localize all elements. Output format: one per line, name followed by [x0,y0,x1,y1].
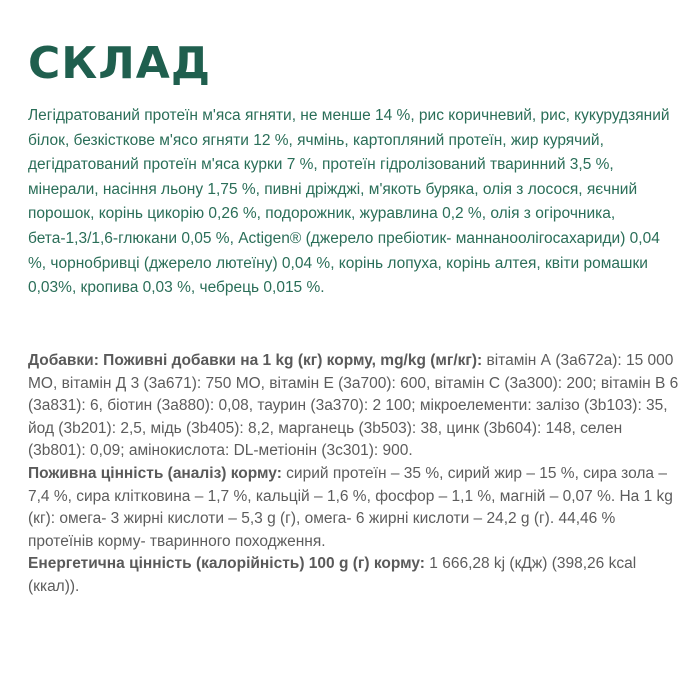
nutrition-label: Поживна цінність (аналіз) корму: [28,464,282,482]
additives-text: вітамін А (3a672a): 15 000 МО, вітамін Д 3 (3a671): 750 МО, вітамін Е (3a700): 600, вітамін С (3a300): 200; вітамін В 6 (3a831): 6, біотин (3a880): 0,08, таурин (3a370): 2 100; мікроелементи: залізо (3b103): 35, йод (3b201): 2,5, мідь (3b405): 8,2, марганець (3b503): 38, цинк (3b604): 148, селен (3b801): 0,09; амінокислота: DL-метіонін (3c301): 900. [28,352,679,460]
additives-paragraph [28,350,683,463]
nutrition-text: сирий протеїн – 35 %, сирий жир – 15 %, сира зола – 7,4 %, сира клітковина – 1,7 %, кальцій – 1,6 %, фосфор – 1,1 %, магній – 0,07 %. На 1 kg (кг): омега- 3 жирні кислоти – 5,3 g (г), омега- 6 жирні кислоти – 24,2 g (г). 44,46 % протеїнів корму- тваринного походження. [28,464,673,550]
details-block [28,350,683,599]
energy-label: Енергетична цінність (калорійність) 100 g (г) корму: [28,555,425,573]
additives-label: Добавки: Поживні добавки на 1 kg (кг) корму, mg/kg (мг/кг): [28,352,483,369]
energy-text: 1 666,28 kj (кДж) (398,26 kcal (ккал)). [28,555,637,595]
energy-paragraph [28,553,683,598]
nutrition-paragraph [28,463,683,553]
composition-text: Легідратований протеїн м'яса ягняти, не менше 14 %, рис коричневий, рис, кукурудзяний білок, безкісткове м'ясо ягняти 12 %, ячмінь, картопляний протеїн, жир курячий, дегідратований протеїн м'яса курки 7 %, протеїн гідролізований тваринний 3,5 %, мінерали, насіння льону 1,75 %, пивні дріжджі, м'якоть буряка, олія з лосося, яєчний порошок, корінь цикорію 0,26 %, подорожник, журавлина 0,2 %, олія з огірочника, бета-1,3/1,6-глюкани 0,05 %, Actigen® (джерело пребіотик- маннаноолігосахариди) 0,04 %, чорнобривці (джерело лютеїну) 0,04 %, корінь лопуха, корінь алтея, квіти ромашки 0,03%, кропива 0,03 %, чебрець 0,015 %. [28,107,670,297]
page-title: СКЛАД [28,38,212,89]
